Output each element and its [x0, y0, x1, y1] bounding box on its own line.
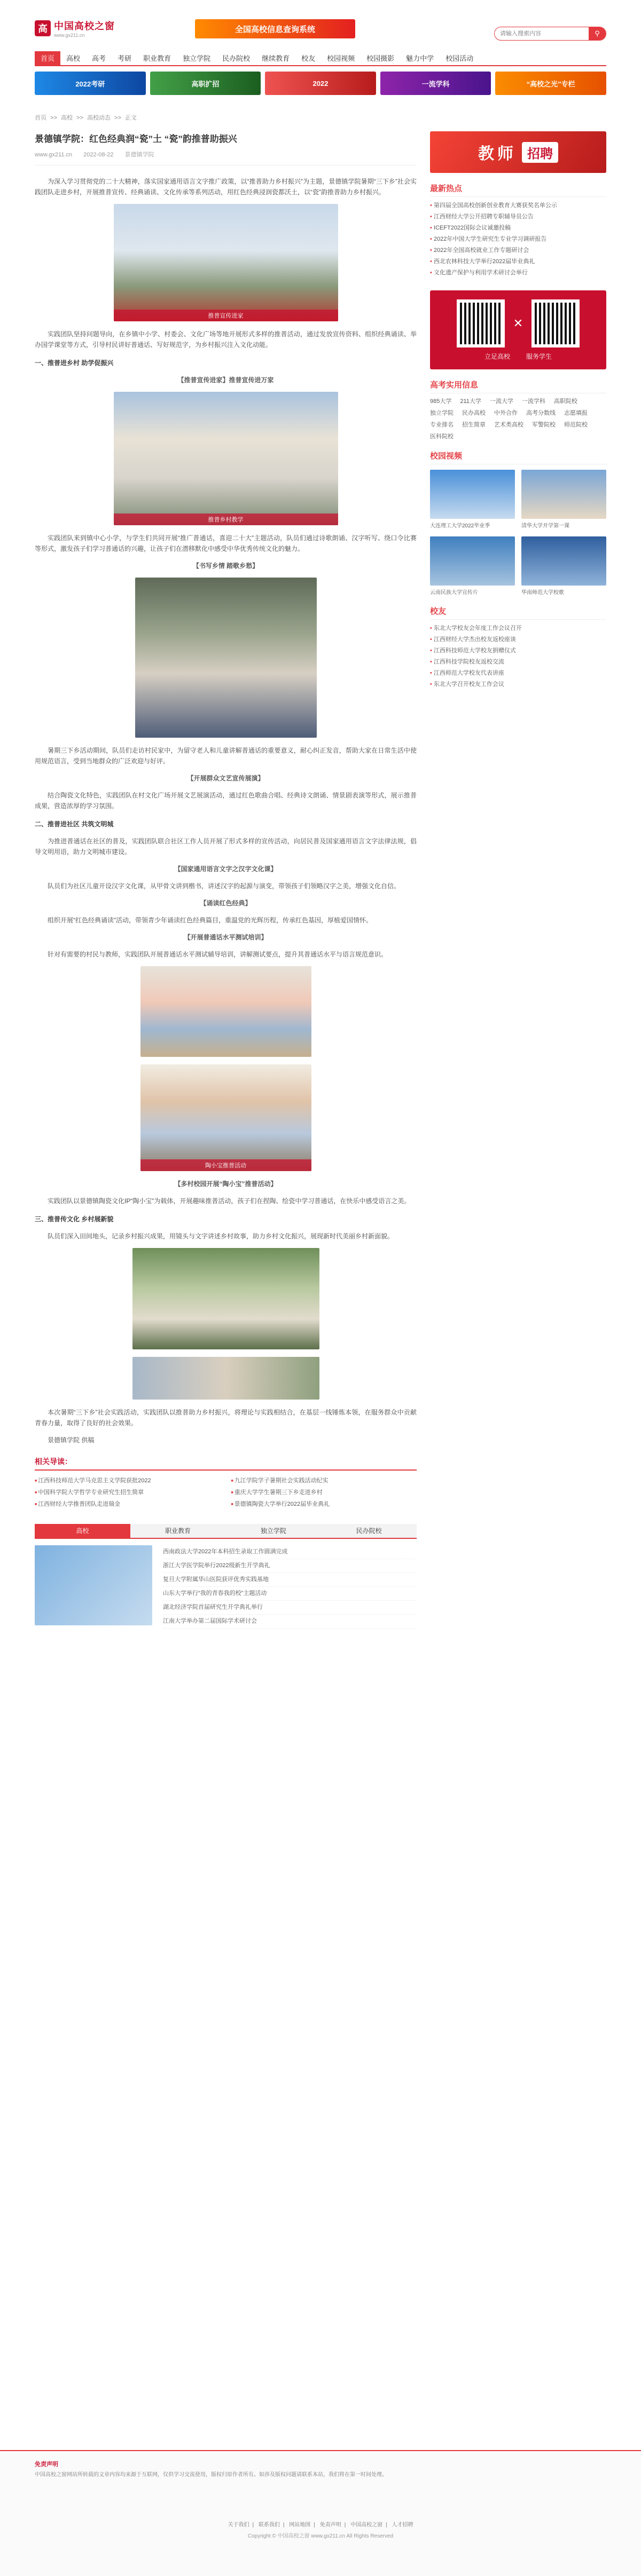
nav-item[interactable]: 首页: [35, 51, 60, 65]
breadcrumb-link[interactable]: 首页: [35, 115, 46, 121]
hot-link[interactable]: • ICEFT2022国际会议诚邀投稿: [430, 223, 606, 234]
qr-code-icon: [457, 299, 505, 347]
subsection-heading: 【书写乡情 踏歌乡愁】: [192, 562, 259, 570]
tab-item[interactable]: 高校: [35, 1524, 130, 1538]
article-paragraph: 队员们深入田间地头，记录乡村振兴成果，用镜头与文字讲述乡村故事，助力乡村文化振兴，展现新时代美丽乡村新面貌。: [48, 1232, 394, 1240]
tag-link[interactable]: 医科院校: [430, 433, 454, 440]
nav-item[interactable]: 魅力中学: [406, 54, 434, 62]
ad-strip: [35, 72, 606, 95]
related-link[interactable]: ■ 中国科学院大学哲学专业研究生招生简章: [35, 1488, 221, 1496]
tab-item[interactable]: 独立学院: [226, 1524, 322, 1538]
article-photo: [140, 966, 311, 1057]
subsection-heading: 【开展群众文艺宣传展演】: [187, 775, 264, 782]
alumni-link[interactable]: • 江西科技师范大学校友捐赠仪式: [430, 645, 606, 657]
article-column: [35, 131, 417, 1629]
main-nav: [35, 51, 606, 66]
tag-link[interactable]: 师范院校: [564, 422, 588, 428]
tab-item[interactable]: 职业教育: [130, 1524, 226, 1538]
tab-news-link[interactable]: 湖北经济学院首届研究生开学典礼举行: [163, 1601, 417, 1615]
footer-heading: 免责声明: [35, 2461, 58, 2468]
video-thumbnail: [521, 470, 606, 519]
tag-link[interactable]: 高职院校: [553, 398, 577, 405]
tag-link[interactable]: 中外合作: [494, 410, 518, 416]
article-origin: 景德镇学院: [124, 152, 154, 158]
breadcrumb-sep: >>: [50, 115, 57, 121]
nav-item[interactable]: 校友: [301, 54, 316, 62]
subsection-heading: 【推普宣传进家】推普宣传进万家: [177, 376, 274, 384]
related-title: 相关导读：: [35, 1456, 417, 1471]
tags-title: 高考实用信息: [430, 379, 606, 393]
tab-panel: [35, 1545, 417, 1629]
tag-link[interactable]: 211大学: [460, 398, 481, 405]
ad-banner[interactable]: 一流学科: [380, 72, 491, 95]
subsection-heading: 【开展普通话水平测试培训】: [184, 934, 268, 941]
article-photo: [132, 1248, 319, 1349]
site-footer: [0, 2450, 641, 2576]
article-paragraph: 针对有需要的村民与教师，实践团队开展普通话水平测试辅导培训，讲解测试要点，提升其普通话水平与语言规范意识。: [48, 951, 388, 958]
tag-link[interactable]: 艺术类高校: [494, 422, 523, 428]
article-title: 景德镇学院：红色经典润“瓷”土 “瓷”韵推普助振兴: [35, 134, 237, 144]
related-link[interactable]: ■ 江西财经大学推普团队走进瑞金: [35, 1499, 221, 1508]
article-paragraph: 组织开展“红色经典诵读”活动，带领青少年诵读红色经典篇目，重温党的光辉历程，传承红色基因，厚植爱国情怀。: [48, 916, 372, 924]
article-paragraph: 实践团队以景德镇陶瓷文化IP“陶小宝”为载体，开展趣味推普活动，孩子们在捏陶、绘瓷中学习普通话，在快乐中感受语言之美。: [48, 1197, 411, 1205]
tab-thumbnail[interactable]: [35, 1545, 152, 1625]
footer-link[interactable]: 网站地图: [289, 2522, 311, 2528]
tab-news-link[interactable]: 山东大学举行“我的青春我的校”主题活动: [163, 1587, 417, 1601]
cross-icon: ✕: [513, 316, 523, 330]
related-link[interactable]: ■ 九江学院学子暑期社会实践活动纪实: [231, 1476, 417, 1484]
breadcrumb-sep: >>: [76, 115, 83, 121]
tab-news-link[interactable]: 西南政法大学2022年本科招生录取工作圆满完成: [163, 1545, 417, 1559]
breadcrumb-link[interactable]: 高校动态: [87, 115, 111, 121]
nav-item[interactable]: 高校: [66, 54, 81, 62]
article-source: www.gx211.cn: [35, 152, 73, 158]
nav-item[interactable]: 职业教育: [143, 54, 171, 62]
recruit-word: 教师: [478, 145, 517, 163]
recruit-word: 招聘: [522, 142, 558, 163]
footer-links: 关于我们 | 联系我们 | 网站地图 | 免责声明 | 中国高校之窗 | 人才招聘: [228, 2522, 413, 2528]
site-header: [35, 0, 606, 42]
site-logo[interactable]: [35, 19, 136, 37]
video-caption: 云南民族大学宣传片: [430, 590, 478, 596]
video-card[interactable]: [521, 536, 606, 596]
breadcrumb: [35, 113, 606, 122]
nav-item[interactable]: 校园摄影: [366, 54, 395, 62]
article-photo: [140, 1064, 311, 1171]
article-paragraph: 队员们为社区儿童开设汉字文化课，从甲骨文讲到楷书，讲述汉字的起源与演变，带领孩子们领略汉字之美，增强文化自信。: [48, 882, 401, 890]
qr-label: 服务学生: [526, 352, 552, 360]
footer-link[interactable]: 免责声明: [319, 2522, 341, 2528]
tag-cloud: [430, 397, 606, 440]
search-icon[interactable]: ⚲: [589, 27, 606, 40]
tag-link[interactable]: 985大学: [430, 398, 452, 405]
video-card[interactable]: [521, 470, 606, 529]
article-meta: [35, 150, 417, 165]
video-title: 校园视频: [430, 450, 606, 464]
article-photo: [114, 392, 338, 525]
tag-link[interactable]: 民办高校: [462, 410, 486, 416]
photo-caption: 陶小宝推普活动: [140, 1159, 311, 1171]
tab-item[interactable]: 民办院校: [321, 1524, 417, 1538]
alumni-link[interactable]: • 东北大学召开校友工作会议: [430, 679, 606, 690]
hot-link[interactable]: • 江西财经大学公开招聘专职辅导员公告: [430, 211, 606, 223]
nav-item[interactable]: 校园视频: [327, 54, 355, 62]
breadcrumb-sep: >>: [114, 115, 121, 121]
footer-link[interactable]: 联系我们: [258, 2522, 280, 2528]
copyright: Copyright © 中国高校之窗 www.gx211.cn All Rights Reserved: [247, 2533, 394, 2539]
nav-item[interactable]: 考研: [118, 54, 132, 62]
article-paragraph: 景德镇学院 供稿: [48, 1436, 95, 1444]
hot-list: [430, 200, 606, 279]
search-input[interactable]: [495, 30, 589, 37]
hot-link[interactable]: • 2022年全国高校就业工作专题研讨会: [430, 245, 606, 256]
news-tabs: [35, 1524, 417, 1539]
footer-text: 中国高校之窗网站所转载的文章内容均来源于互联网，仅供学习交流使用，版权归原作者所有。如涉及版权问题请联系本站，我们将在第一时间处理。: [35, 2472, 387, 2478]
hot-link[interactable]: • 西北农林科技大学举行2022届毕业典礼: [430, 256, 606, 267]
logo-sub: www.gx211.cn: [54, 33, 85, 38]
alumni-link[interactable]: • 东北大学校友会年度工作会议召开: [430, 623, 606, 634]
tag-link[interactable]: 一流学科: [521, 398, 545, 405]
related-link[interactable]: ■ 江西科技师范大学马克思主义学院获批2022: [35, 1476, 221, 1484]
video-caption: 大连理工大学2022毕业季: [430, 523, 490, 529]
article-date: 2022-08-22: [83, 152, 114, 158]
logo-icon: 高: [35, 20, 51, 36]
photo-caption: 推普宣传进家: [114, 310, 338, 321]
subsection-heading: 【多村校园开展“陶小宝”推普活动】: [174, 1180, 277, 1188]
tag-link[interactable]: 军警院校: [532, 422, 556, 428]
tab-news-link[interactable]: 江南大学举办第二届国际学术研讨会: [163, 1615, 417, 1629]
video-caption: 华南师范大学校歌: [521, 590, 564, 596]
hot-link[interactable]: • 第四届全国高校创新创业教育大赛获奖名单公示: [430, 200, 606, 211]
article-paragraph: 本次暑期“三下乡”社会实践活动，实践团队以推普助力乡村振兴，将理论与实践相结合，在基层一线锤炼本领，在服务群众中贡献青春力量，取得了良好的社会效果。: [35, 1409, 417, 1427]
article-photo: [114, 204, 338, 321]
nav-item[interactable]: 独立学院: [183, 54, 211, 62]
search-box: [494, 27, 606, 41]
qr-label: 立足高校: [484, 352, 510, 360]
section-heading: 一、推普进乡村 助学促振兴: [35, 359, 114, 367]
breadcrumb-link[interactable]: 高校: [60, 115, 73, 121]
alumni-link[interactable]: • 江西财经大学杰出校友返校座谈: [430, 634, 606, 645]
ad-banner[interactable]: 高职扩招: [150, 72, 261, 95]
ad-banner[interactable]: 2022: [265, 72, 376, 95]
tab-news-link[interactable]: 浙江大学医学院举行2022级新生开学典礼: [163, 1559, 417, 1573]
nav-item[interactable]: 校园活动: [445, 54, 474, 62]
video-thumbnail: [430, 470, 515, 519]
article-body: [35, 176, 417, 1445]
hot-link[interactable]: • 文化遗产保护与利用学术研讨会举行: [430, 267, 606, 279]
alumni-link[interactable]: • 江西师范大学校友代表讲座: [430, 668, 606, 679]
article-photo: [135, 578, 317, 738]
tag-link[interactable]: 一流大学: [489, 398, 513, 405]
video-thumbnail: [430, 536, 515, 586]
sidebar: [430, 131, 606, 1629]
nav-item[interactable]: 高考: [92, 54, 106, 62]
qr-code-icon: [531, 299, 580, 347]
top-banner[interactable]: 全国高校信息查询系统: [195, 19, 355, 38]
alumni-list: [430, 623, 606, 690]
video-grid: [430, 470, 606, 596]
article-paragraph: 为推进普通话在社区的普及，实践团队联合社区工作人员开展了形式多样的宣传活动，向居民普及国家通用语言文字法律法规，倡导文明用语，助力文明城市建设。: [35, 837, 417, 856]
related-link[interactable]: ■ 景德镇陶瓷大学举行2022届毕业典礼: [231, 1499, 417, 1508]
hot-title: 最新热点: [430, 183, 606, 197]
tag-link[interactable]: 志愿填报: [564, 410, 588, 416]
article-photo: [132, 1357, 319, 1400]
breadcrumb-current: 正文: [124, 115, 137, 121]
alumni-link[interactable]: • 江西科技学院校友返校交流: [430, 657, 606, 668]
ad-banner[interactable]: 2022考研: [35, 72, 146, 95]
qr-panel: [430, 290, 606, 369]
article-paragraph: 为深入学习贯彻党的二十大精神，落实国家通用语言文字推广政策，以“推普助力乡村振兴”为主题，景德镇学院暑期“三下乡”社会实践团队走进乡村，开展推普宣传、经典诵读、文化传承等系列活动，用红色经典浸润瓷都沃土，以“瓷”韵推普助力乡村振兴。: [35, 178, 417, 196]
article-paragraph: 暑期三下乡活动期间，队员们走访村民家中，为留守老人和儿童讲解普通话的重要意义，耐心纠正发音，帮助大家在日常生活中使用规范语言，受到当地群众的广泛欢迎与好评。: [35, 747, 417, 765]
video-thumbnail: [521, 536, 606, 586]
tag-link[interactable]: 独立学院: [430, 410, 454, 416]
footer-link[interactable]: 人才招聘: [392, 2522, 413, 2528]
tag-link[interactable]: 专业排名: [430, 422, 454, 428]
nav-item[interactable]: 继续教育: [262, 54, 290, 62]
related-list: [35, 1476, 417, 1508]
related-link[interactable]: ■ 重庆大学学生暑期三下乡走进乡村: [231, 1488, 417, 1496]
article-paragraph: 实践团队来到镇中心小学，与学生们共同开展“推广普通话，喜迎二十大”主题活动，队员们通过诗歌朗诵、汉字听写、绕口令比赛等形式，激发孩子们学习普通话的兴趣，让孩子们在潜移默化中感受中华优秀传统文化的魅力。: [35, 534, 417, 552]
recruit-banner[interactable]: [430, 131, 606, 173]
tag-link[interactable]: 招生简章: [462, 422, 486, 428]
video-card[interactable]: [430, 470, 515, 529]
section-heading: 二、推普进社区 共筑文明城: [35, 820, 114, 828]
hot-link[interactable]: • 2022年中国大学生研究生专业学习调研报告: [430, 234, 606, 245]
footer-link[interactable]: 关于我们: [228, 2522, 249, 2528]
subsection-heading: 【国家通用语言文字之汉字文化课】: [174, 865, 277, 873]
section-heading: 三、推普传文化 乡村展新貌: [35, 1215, 114, 1223]
subsection-heading: 【诵读红色经典】: [200, 899, 252, 907]
article-paragraph: 结合陶瓷文化特色，实践团队在村文化广场开展文艺展演活动，通过红色歌曲合唱、经典诗文朗诵、情景剧表演等形式，展示推普成果，营造浓厚的学习氛围。: [35, 792, 417, 810]
photo-caption: 推普乡村教学: [114, 513, 338, 525]
video-caption: 清华大学开学第一课: [521, 523, 569, 529]
nav-item[interactable]: 民办院校: [222, 54, 251, 62]
footer-link[interactable]: 中国高校之窗: [350, 2522, 383, 2528]
video-card[interactable]: [430, 536, 515, 596]
article-paragraph: 实践团队坚持问题导向，在乡镇中小学、村委会、文化广场等地开展形式多样的推普活动，通过发放宣传资料、组织经典诵读、举办国学课堂等方式，引导村民讲好普通话、写好规范字，为乡村振兴注入文化动能。: [35, 330, 417, 349]
tag-link[interactable]: 高考分数线: [526, 410, 556, 416]
logo-text: 中国高校之窗: [54, 21, 115, 31]
ad-banner[interactable]: “高校之光”专栏: [495, 72, 606, 95]
alumni-title: 校友: [430, 605, 606, 620]
tab-news-link[interactable]: 复旦大学附属华山医院获评优秀实践基地: [163, 1573, 417, 1587]
